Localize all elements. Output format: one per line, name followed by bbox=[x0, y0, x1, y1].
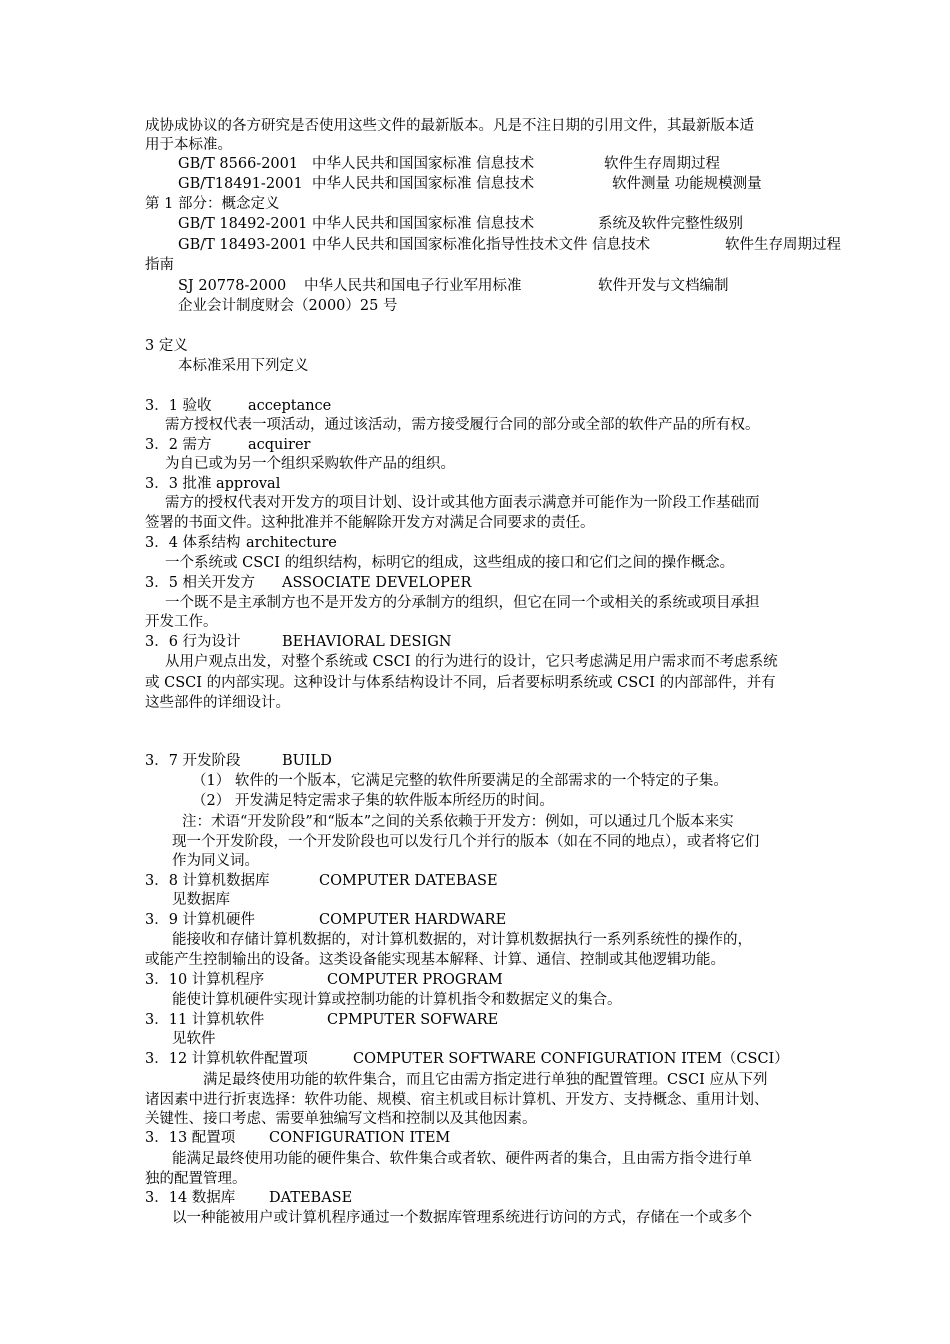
reference-continuation: 第 1 部分：概念定义 bbox=[145, 196, 280, 212]
definition-term: 3．9 计算机硬件 COMPUTER HARDWARE bbox=[145, 912, 507, 928]
definition-term: 3．14 数据库 DATEBASE bbox=[145, 1190, 353, 1206]
definition-body: 见软件 bbox=[172, 1031, 216, 1047]
definition-body: 或能产生控制输出的设备。这类设备能实现基本解释、计算、通信、控制或其他逻辑功能。 bbox=[145, 952, 725, 968]
definition-note: 现一个开发阶段，一个开发阶段也可以发行几个并行的版本（如在不同的地点），或者将它们 bbox=[172, 834, 760, 850]
definition-body: 诸因素中进行折衷选择：软件功能、规模、宿主机或目标计算机、开发方、支持概念、重用计划、 bbox=[145, 1092, 769, 1108]
definition-term: 3．2 需方 acquirer bbox=[145, 437, 311, 453]
definition-body: 需方的授权代表对开发方的项目计划、设计或其他方面表示满意并可能作为一阶段工作基础而 bbox=[165, 495, 760, 511]
definition-list-item: （2） 开发满足特定需求子集的软件版本所经历的时间。 bbox=[192, 793, 554, 809]
definition-term: 3．4 体系结构 architecture bbox=[145, 535, 337, 551]
definition-note: 作为同义词。 bbox=[172, 853, 259, 869]
definition-body: 从用户观点出发，对整个系统或 CSCI 的行为进行的设计，它只考虑满足用户需求而不考虑系统 bbox=[165, 654, 778, 670]
paragraph-line: 成协成协议的各方研究是否使用这些文件的最新版本。凡是不注日期的引用文件，其最新版本适 bbox=[145, 118, 754, 134]
definition-body: 需方授权代表一项活动，通过该活动，需方接受履行合同的部分或全部的软件产品的所有权。 bbox=[165, 417, 760, 433]
definition-body: 能使计算机硬件实现计算或控制功能的计算机指令和数据定义的集合。 bbox=[172, 992, 622, 1008]
section-intro: 本标准采用下列定义 bbox=[178, 358, 309, 374]
definition-body: 这些部件的详细设计。 bbox=[145, 695, 290, 711]
definition-term: 3．5 相关开发方 ASSOCIATE DEVELOPER bbox=[145, 575, 472, 591]
paragraph-line: 用于本标准。 bbox=[145, 137, 232, 153]
definition-body: 签署的书面文件。这种批准并不能解除开发方对满足合同要求的责任。 bbox=[145, 515, 595, 531]
reference-continuation: 指南 bbox=[145, 257, 174, 273]
reference-item: GB/T 8566-2001 中华人民共和国国家标准 信息技术 软件生存周期过程 bbox=[178, 156, 720, 172]
definition-term: 3．12 计算机软件配置项 COMPUTER SOFTWARE CONFIGURATION ITEM（CSCI） bbox=[145, 1051, 789, 1067]
definition-term: 3．10 计算机程序 COMPUTER PROGRAM bbox=[145, 972, 503, 988]
definition-body: 或 CSCI 的内部实现。这种设计与体系结构设计不同，后者要标明系统或 CSCI 的内部部件，并有 bbox=[145, 675, 776, 691]
definition-body: 一个既不是主承制方也不是开发方的分承制方的组织，但它在同一个或相关的系统或项目承担 bbox=[165, 595, 760, 611]
definition-note: 注：术语“开发阶段”和“版本”之间的关系依赖于开发方：例如，可以通过几个版本来实 bbox=[182, 814, 734, 830]
definition-body: 开发工作。 bbox=[145, 614, 218, 630]
definition-body: 为自已或为另一个组织采购软件产品的组织。 bbox=[165, 456, 455, 472]
reference-item: SJ 20778-2000 中华人民共和国电子行业军用标准 软件开发与文档编制 bbox=[178, 278, 729, 294]
definition-term: 3．3 批准 approval bbox=[145, 476, 281, 492]
section-heading: 3 定义 bbox=[145, 338, 188, 354]
definition-term: 3．13 配置项 CONFIGURATION ITEM bbox=[145, 1130, 451, 1146]
definition-term: 3．7 开发阶段 BUILD bbox=[145, 753, 332, 769]
definition-body: 见数据库 bbox=[172, 892, 230, 908]
definition-body: 以一种能被用户或计算机程序通过一个数据库管理系统进行访问的方式，存储在一个或多个 bbox=[172, 1210, 752, 1226]
definition-body: 能满足最终使用功能的硬件集合、软件集合或者软、硬件两者的集合，且由需方指令进行单 bbox=[172, 1151, 752, 1167]
definition-term: 3．11 计算机软件 CPMPUTER SOFWARE bbox=[145, 1012, 499, 1028]
reference-item: GB/T18491-2001 中华人民共和国国家标准 信息技术 软件测量 功能规模测量 bbox=[178, 176, 762, 192]
definition-term: 3．1 验收 acceptance bbox=[145, 398, 332, 414]
definition-list-item: （1） 软件的一个版本，它满足完整的软件所要满足的全部需求的一个特定的子集。 bbox=[192, 773, 728, 789]
reference-item: 企业会计制度财会（2000）25 号 bbox=[178, 298, 398, 314]
reference-item: GB/T 18492-2001 中华人民共和国国家标准 信息技术 系统及软件完整性级别 bbox=[178, 216, 743, 232]
definition-body: 关键性、接口考虑、需要单独编写文档和控制以及其他因素。 bbox=[145, 1111, 537, 1127]
reference-item: GB/T 18493-2001 中华人民共和国国家标准化指导性技术文件 信息技术 软件生存周期过程 bbox=[178, 237, 841, 253]
definition-term: 3．8 计算机数据库 COMPUTER DATEBASE bbox=[145, 873, 498, 889]
definition-body: 能接收和存储计算机数据的，对计算机数据的，对计算机数据执行一系列系统性的操作的， bbox=[172, 932, 752, 948]
definition-body: 满足最终使用功能的软件集合，而且它由需方指定进行单独的配置管理。CSCI 应从下列 bbox=[203, 1072, 768, 1088]
definition-term: 3．6 行为设计 BEHAVIORAL DESIGN bbox=[145, 634, 452, 650]
definition-body: 一个系统或 CSCI 的组织结构，标明它的组成，这些组成的接口和它们之间的操作概念。 bbox=[165, 555, 735, 571]
definition-body: 独的配置管理。 bbox=[145, 1171, 247, 1187]
